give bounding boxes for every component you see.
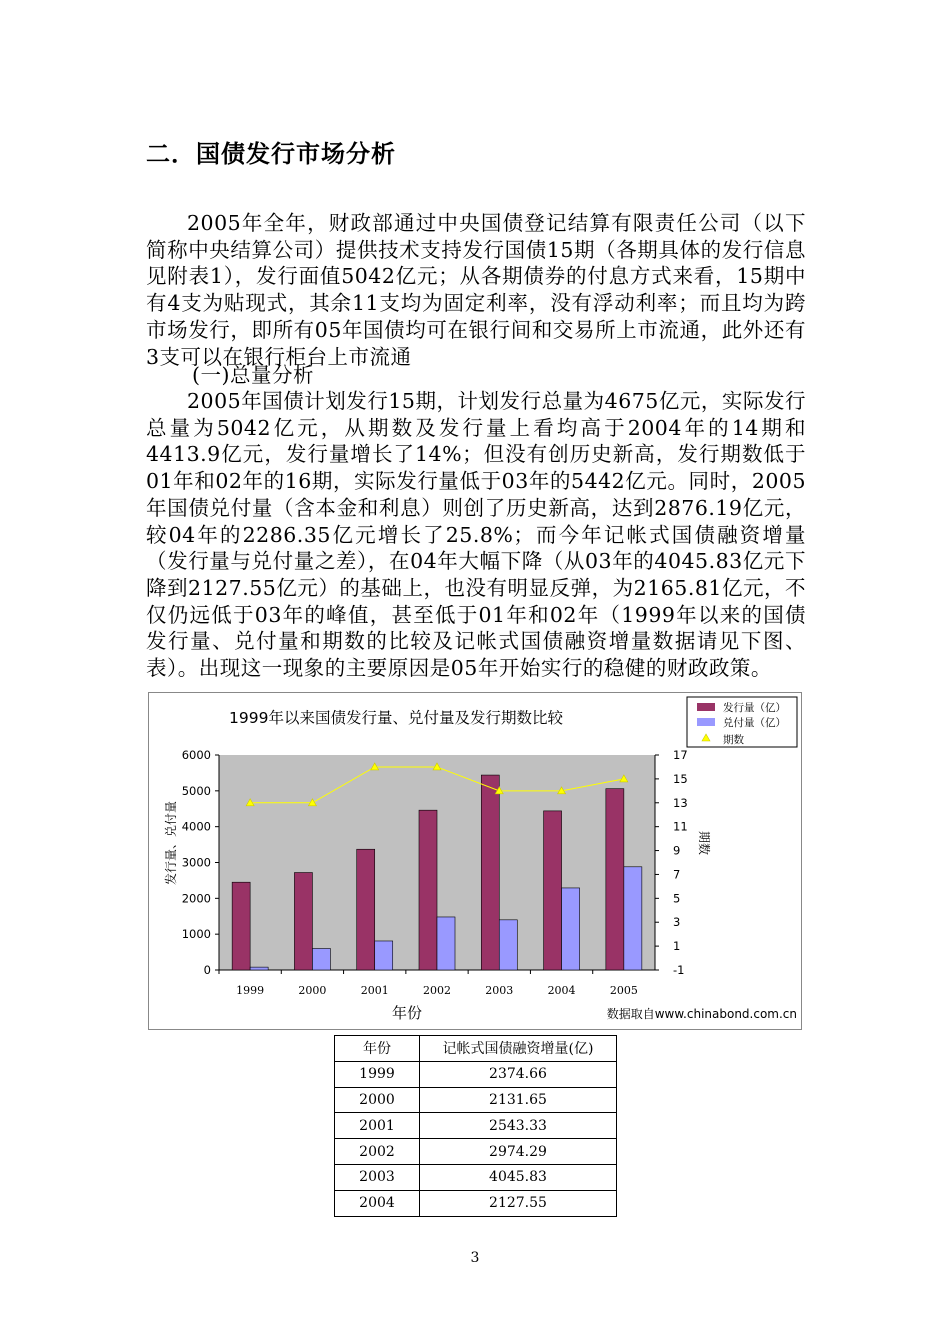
x-tick-label: 2000 <box>298 984 327 997</box>
table-row <box>335 1061 617 1087</box>
y-tick-label: 2000 <box>181 891 211 906</box>
y-tick-label: 5000 <box>181 783 211 798</box>
cell-year: 2002 <box>335 1139 420 1165</box>
y-axis-right <box>655 748 688 977</box>
table-row <box>335 1113 617 1139</box>
header-increment: 记帐式国债融资增量(亿) <box>420 1036 617 1062</box>
y-tick-label: 1000 <box>181 927 211 942</box>
bar-issuance <box>606 789 624 970</box>
x-tick-label: 2005 <box>609 984 638 997</box>
table-row <box>335 1164 617 1190</box>
bar-issuance <box>294 873 312 970</box>
x-tick-label: 2001 <box>360 984 389 997</box>
header-year: 年份 <box>335 1036 420 1062</box>
chart-legend <box>687 697 797 747</box>
x-tick-label: 2004 <box>547 984 576 997</box>
y-axis-title: 发行量、兑付量 <box>164 800 178 886</box>
y2-tick-label: 7 <box>673 867 681 882</box>
cell-increment: 2127.55 <box>420 1190 617 1216</box>
cell-increment: 2974.29 <box>420 1139 617 1165</box>
legend-label-redeem: 兑付量（亿） <box>723 717 786 729</box>
y2-tick-label: 9 <box>673 843 681 858</box>
table-row <box>335 1087 617 1113</box>
bar-redemption <box>250 967 268 970</box>
source-note: 数据取自www.chinabond.com.cn <box>606 1007 797 1021</box>
y2-axis-title: 期数 <box>697 830 711 856</box>
section-heading: 二．国债发行市场分析 <box>146 140 396 168</box>
cell-year: 2004 <box>335 1190 420 1216</box>
bar-redemption <box>562 888 580 970</box>
bar-issuance <box>232 882 250 970</box>
y-axis-left <box>182 748 219 977</box>
cell-year: 1999 <box>335 1061 420 1087</box>
bar-issuance <box>481 775 499 970</box>
x-axis-title: 年份 <box>391 1004 423 1022</box>
table-row <box>335 1190 617 1216</box>
x-axis <box>219 970 655 997</box>
bar-redemption <box>375 941 393 970</box>
bond-issuance-chart <box>148 692 802 1030</box>
subsection-heading: (一)总量分析 <box>192 363 314 387</box>
cell-year: 2001 <box>335 1113 420 1139</box>
y-tick-label: 6000 <box>181 748 211 762</box>
cell-increment: 4045.83 <box>420 1164 617 1190</box>
x-tick-label: 1999 <box>236 984 265 997</box>
y2-tick-label: 11 <box>673 819 688 834</box>
chart-title: 1999年以来国债发行量、兑付量及发行期数比较 <box>229 709 563 727</box>
y-tick-label: 0 <box>203 963 211 977</box>
bar-issuance <box>544 811 562 970</box>
bar-issuance <box>357 849 375 970</box>
financing-increment-table <box>334 1035 617 1217</box>
cell-year: 2000 <box>335 1087 420 1113</box>
y2-tick-label: -1 <box>673 963 685 977</box>
cell-year: 2003 <box>335 1164 420 1190</box>
page-number: 3 <box>470 1250 480 1266</box>
y2-tick-label: 5 <box>673 891 681 906</box>
bar-redemption <box>624 867 642 970</box>
y2-tick-label: 1 <box>673 939 681 954</box>
legend-swatch-redeem <box>697 718 715 726</box>
y-tick-label: 4000 <box>181 819 211 834</box>
cell-increment: 2131.65 <box>420 1087 617 1113</box>
bar-redemption <box>312 949 330 971</box>
legend-swatch-issue <box>697 703 715 711</box>
legend-label-periods: 期数 <box>723 734 744 746</box>
y2-tick-label: 13 <box>673 795 688 810</box>
cell-increment: 2543.33 <box>420 1113 617 1139</box>
y2-tick-label: 15 <box>673 771 688 786</box>
legend-label-issue: 发行量（亿） <box>723 702 786 714</box>
paragraph-overview: 2005年全年，财政部通过中央国债登记结算有限责任公司（以下简称中央结算公司）提供技术支持发行国债15期（各期具体的发行信息见附表1），发行面值5042亿元；从各期债券的付息方式来看，15期中有4支为贴现式，其余11支均为固定利率，没有浮动利率；而且均为跨市场发行，即所有05年国债均可在银行间和交易所上市流通，此外还有3支可以在银行柜台上市流通 <box>146 211 806 369</box>
y-tick-label: 3000 <box>181 855 211 870</box>
table-header-row <box>335 1036 617 1062</box>
y2-tick-label: 3 <box>673 915 681 930</box>
x-tick-label: 2002 <box>423 984 451 997</box>
chart-canvas <box>149 693 801 1029</box>
x-tick-label: 2003 <box>485 984 514 997</box>
bar-redemption <box>437 917 455 970</box>
paragraph-total-analysis: 2005年国债计划发行15期，计划发行总量为4675亿元，实际发行总量为5042亿元，从期数及发行量上看均高于2004年的14期和4413.9亿元，发行量增长了14%；但没有创历史新高，发行期数低于01年和02年的16期，实际发行量低于03年的5442亿元。同时，2005年国债兑付量（含本金和利息）则创了历史新高，达到2876.19亿元，较04年的2286.35亿元增长了25.8%；而今年记帐式国债融资增量（发行量与兑付量之差），在04年大幅下降（从03年的4045.83亿元下降到2127.55亿元）的基础上，也没有明显反弹，为2165.81亿元，不仅仍远低于03年的峰值，甚至低于01年和02年（1999年以来的国债发行量、兑付量和期数的比较及记帐式国债融资增量数据请见下图、表）。出现这一现象的主要原因是05年开始实行的稳健的财政政策。 <box>146 389 806 681</box>
cell-increment: 2374.66 <box>420 1061 617 1087</box>
table-row <box>335 1139 617 1165</box>
bar-redemption <box>499 920 517 970</box>
y2-tick-label: 17 <box>673 748 688 762</box>
bar-issuance <box>419 810 437 970</box>
